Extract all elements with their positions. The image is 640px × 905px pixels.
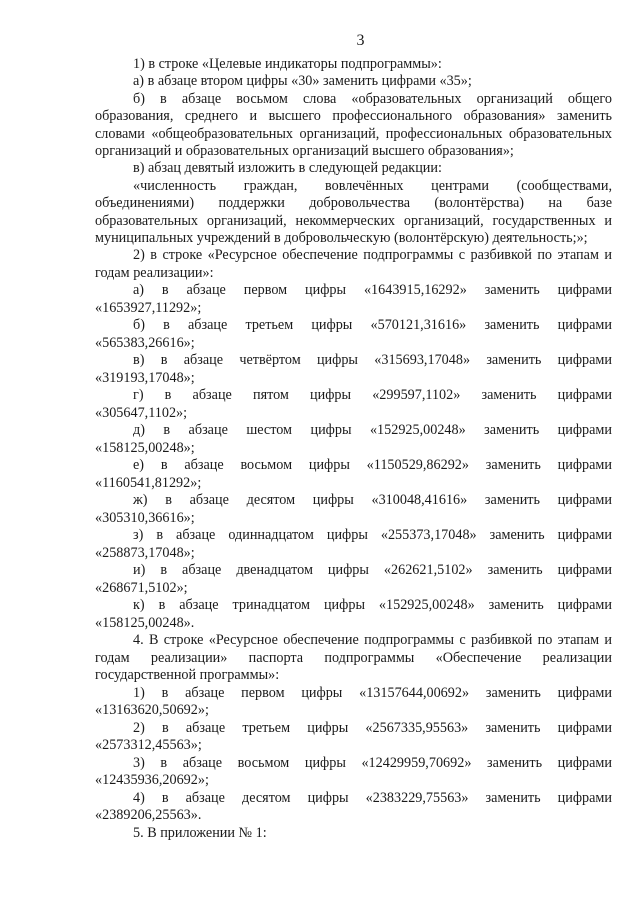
paragraph: б) в абзаце восьмом слова «образовательных организаций общего образования, среднего и высшего профессионального образования» заменить словами «общеобразовательных организаций, профессиональных образовательных организаций и образовательных организаций высшего образования»; — [95, 90, 612, 160]
amendment-line: з) в абзаце одиннадцатом цифры «255373,17048» заменить цифрами — [133, 527, 612, 544]
amendment-line: а) в абзаце первом цифры «1643915,16292» заменить цифрами — [133, 282, 612, 299]
paragraph: а) в абзаце втором цифры «30» заменить цифрами «35»; — [133, 73, 472, 90]
amendment-line: к) в абзаце тринадцатом цифры «152925,00248» заменить цифрами — [133, 597, 612, 614]
amendment-line-continuation: «305647,1102»; — [95, 404, 188, 421]
amendment-line: б) в абзаце третьем цифры «570121,31616» заменить цифрами — [133, 317, 612, 334]
amendment-line-continuation: «158125,00248»; — [95, 439, 195, 456]
amendment-line: в) в абзаце четвёртом цифры «315693,17048» заменить цифрами — [133, 352, 612, 369]
amendment-line-continuation: «13163620,50692»; — [95, 702, 209, 719]
amendment-line: 1) в абзаце первом цифры «13157644,00692» заменить цифрами — [133, 684, 612, 701]
amendment-line-continuation: «319193,17048»; — [95, 369, 195, 386]
amendment-line-continuation: «12435936,20692»; — [95, 772, 209, 789]
amendment-line: ж) в абзаце десятом цифры «310048,41616» заменить цифрами — [133, 492, 612, 509]
amendment-line-continuation: «1160541,81292»; — [95, 474, 202, 491]
amendment-line: 2) в абзаце третьем цифры «2567335,95563» заменить цифрами — [133, 719, 612, 736]
paragraph: 5. В приложении № 1: — [133, 824, 267, 841]
amendment-line-continuation: «305310,36616»; — [95, 509, 195, 526]
document-body — [95, 56, 612, 842]
amendment-line: 3) в абзаце восьмом цифры «12429959,70692» заменить цифрами — [133, 754, 612, 771]
amendment-line-continuation: «258873,17048»; — [95, 544, 195, 561]
amendment-line-continuation: «2389206,25563». — [95, 807, 202, 824]
amendment-line-continuation: «1653927,11292»; — [95, 299, 202, 316]
amendment-line: г) в абзаце пятом цифры «299597,1102» заменить цифрами — [133, 387, 612, 404]
amendment-line: и) в абзаце двенадцатом цифры «262621,5102» заменить цифрами — [133, 562, 612, 579]
paragraph: «численность граждан, вовлечённых центрами (сообществами, объединениями) поддержки добровольчества (волонтёрства) на базе образовательных организаций, некоммерческих организаций, государственных и муниципальных учреждений в добровольческую (волонтёрскую) деятельность;»; — [95, 177, 612, 247]
paragraph: 1) в строке «Целевые индикаторы подпрограммы»: — [133, 56, 442, 72]
amendment-line-continuation: «268671,5102»; — [95, 579, 188, 596]
amendment-line: 4) в абзаце десятом цифры «2383229,75563» заменить цифрами — [133, 789, 612, 806]
page-number: 3 — [356, 32, 365, 49]
amendment-line: е) в абзаце восьмом цифры «1150529,86292» заменить цифрами — [133, 457, 612, 474]
amendment-line-continuation: «2573312,45563»; — [95, 737, 202, 754]
paragraph: 2) в строке «Ресурсное обеспечение подпрограммы с разбивкой по этапам и годам реализации»: — [95, 247, 612, 281]
paragraph: в) абзац девятый изложить в следующей редакции: — [133, 160, 442, 177]
amendment-line-continuation: «565383,26616»; — [95, 334, 195, 351]
paragraph: 4. В строке «Ресурсное обеспечение подпрограммы с разбивкой по этапам и годам реализации» паспорта подпрограммы «Обеспечение реализации государственной программы»: — [95, 632, 612, 684]
amendment-line-continuation: «158125,00248». — [95, 614, 195, 631]
amendment-line: д) в абзаце шестом цифры «152925,00248» заменить цифрами — [133, 422, 612, 439]
